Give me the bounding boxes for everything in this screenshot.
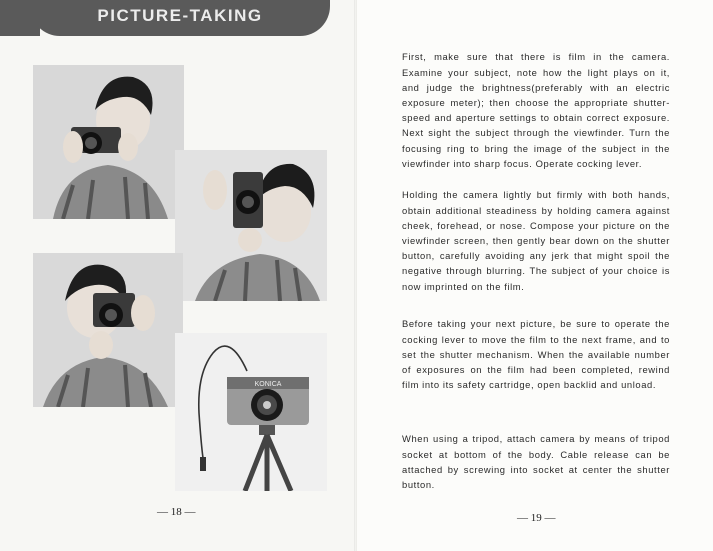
- paragraph-next-picture: Before taking your next picture, be sure to operate the cocking lever to move the film to the next frame, and to set the shutter mechanism. When the available number of exposures on the film had been completed, rewind film into its safety cartridge, open backlid and unload.: [402, 318, 670, 391]
- camera-brand-label: KONICA: [254, 381, 282, 388]
- page-title: PICTURE-TAKING: [97, 6, 263, 25]
- page-gutter: [354, 0, 357, 551]
- photo-camera-on-tripod: [175, 333, 327, 491]
- page-number-left: — 18 —: [157, 506, 196, 518]
- paragraph-tripod: When using a tripod, attach camera by means of tripod socket at bottom of the body. Cable release can be attached by screwing into socket at center the shutter button.: [402, 433, 670, 490]
- paragraph-holding-camera: Holding the camera lightly but firmly with both hands, obtain additional steadiness by holding camera against cheek, forehead, or nose. Compose your picture on the viewfinder screen, then gently bear down on the shutter button, carefully avoiding any jerk that might spoil the negative through blurring. The subject of your choice is now imprinted on the film.: [402, 189, 670, 292]
- photo-camera-held-vertical: [175, 150, 327, 301]
- page-number-right: — 19 —: [517, 512, 556, 524]
- paragraph-first-steps: First, make sure that there is film in the camera. Examine your subject, note how the light plays on it, and judge the brightness(preferably with an electric exposure meter); then choose the appropriate shutter-speed and aperture settings to obtain correct exposure. Next sight the subject through the viewfinder. Turn the focusing ring to bring the image of the subject in the viewfinder into sharp focus. Operate cocking lever.: [402, 51, 670, 169]
- photo-camera-held-horizontal: [33, 65, 184, 219]
- photo-camera-against-face: [33, 253, 183, 407]
